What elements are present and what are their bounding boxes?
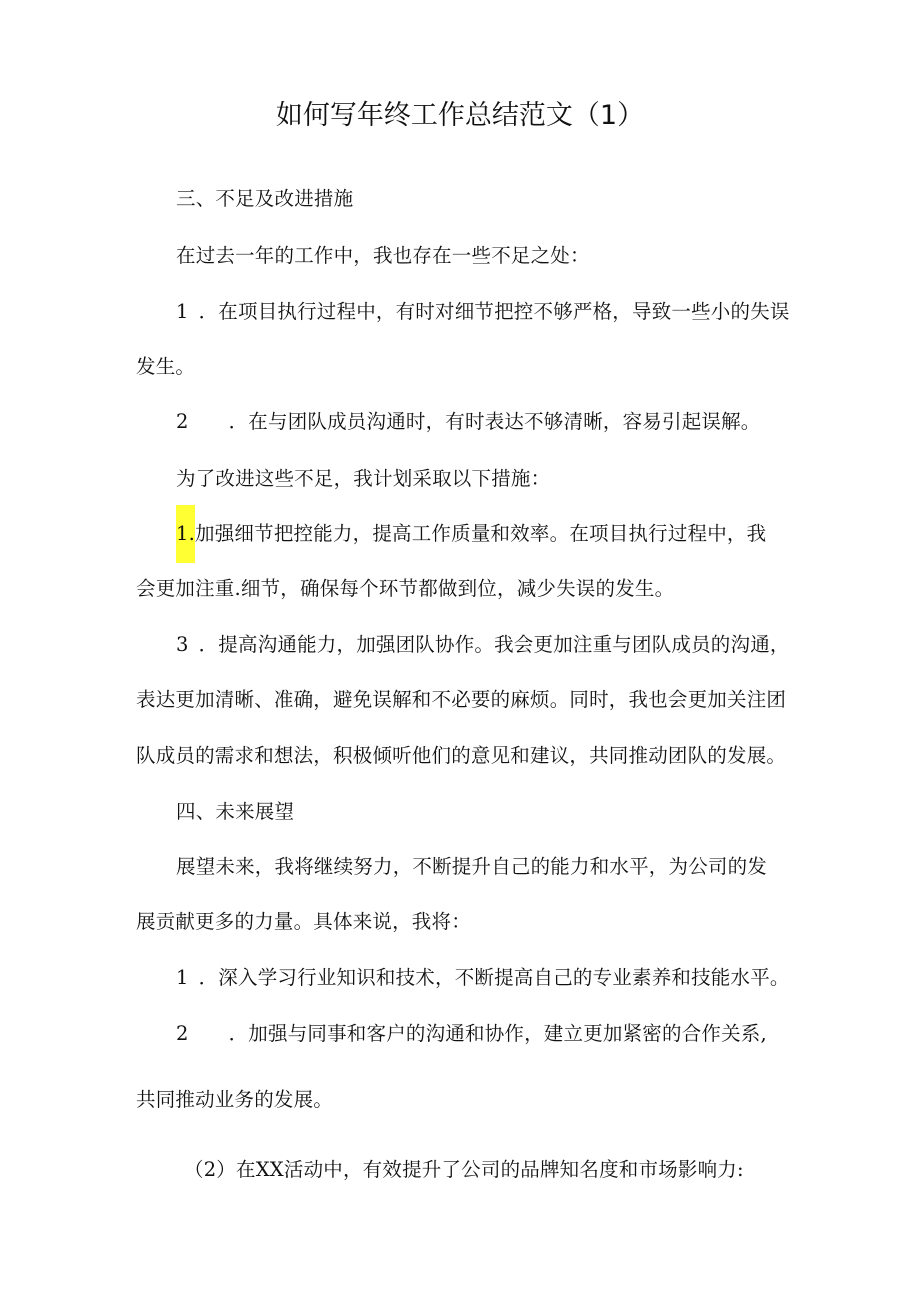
measures-intro: 为了改进这些不足，我计划采取以下措施： <box>176 467 551 490</box>
measure-3-line-3: 队成员的需求和想法，积极倾听他们的意见和建议，共同推动团队的发展。 <box>136 744 787 767</box>
measure-1-line-2: 会更加注重.细节，确保每个环节都做到位，减少失误的发生。 <box>136 577 675 600</box>
section-4-heading: 四、未来展望 <box>176 800 295 823</box>
measure-3-line-2: 表达更加清晰、准确，避免误解和不必要的麻烦。同时，我也会更加关注团 <box>136 688 787 711</box>
plan-2-line-1 <box>176 1019 767 1049</box>
shortcoming-2-number: 2 <box>176 410 189 433</box>
plan-1-number: 1 <box>176 966 189 989</box>
section-3-heading: 三、不足及改进措施 <box>176 187 354 210</box>
section-4-line-2: 展贡献更多的力量。具体来说，我将： <box>136 910 471 933</box>
measure-3-number: 3 <box>176 633 189 656</box>
section-4-line-1: 展望未来，我将继续努力，不断提升自己的能力和水平，为公司的发 <box>176 855 768 878</box>
plan-1-text: ．深入学习行业知识和技术，不断提高自己的专业素养和技能水平。 <box>198 966 790 989</box>
shortcoming-1-line-2: 发生。 <box>136 355 196 378</box>
measure-3-text: ．提高沟通能力，加强团队协作。我会更加注重与团队成员的沟通， <box>198 633 790 656</box>
measure-3-line-1 <box>176 630 790 660</box>
shortcoming-1-line-1 <box>176 297 790 327</box>
measure-1-line-1 <box>176 519 766 549</box>
shortcoming-1-text: ．在项目执行过程中，有时对细节把控不够严格，导致一些小的失误 <box>198 300 790 323</box>
measure-1-text: 加强细节把控能力，提高工作质量和效率。在项目执行过程中，我 <box>195 522 767 545</box>
shortcoming-2-text: ．在与团队成员沟通时，有时表达不够清晰，容易引起误解。 <box>228 410 761 433</box>
plan-1 <box>176 963 790 993</box>
shortcoming-1-number: 1 <box>176 300 189 323</box>
document-title: 如何写年终工作总结范文（1） <box>275 100 645 131</box>
plan-2-line-2: 共同推动业务的发展。 <box>136 1088 334 1111</box>
plan-2-text: ．加强与同事和客户的沟通和协作，建立更加紧密的合作关系, <box>228 1022 767 1045</box>
item-2-paragraph: （2）在XX活动中，有效提升了公司的品牌知名度和市场影响力: <box>184 1158 744 1181</box>
section-3-intro: 在过去一年的工作中，我也存在一些不足之处： <box>176 244 590 267</box>
measure-1-number-highlight: 1. <box>176 505 195 563</box>
shortcoming-2 <box>176 407 761 437</box>
plan-2-number: 2 <box>176 1022 189 1045</box>
